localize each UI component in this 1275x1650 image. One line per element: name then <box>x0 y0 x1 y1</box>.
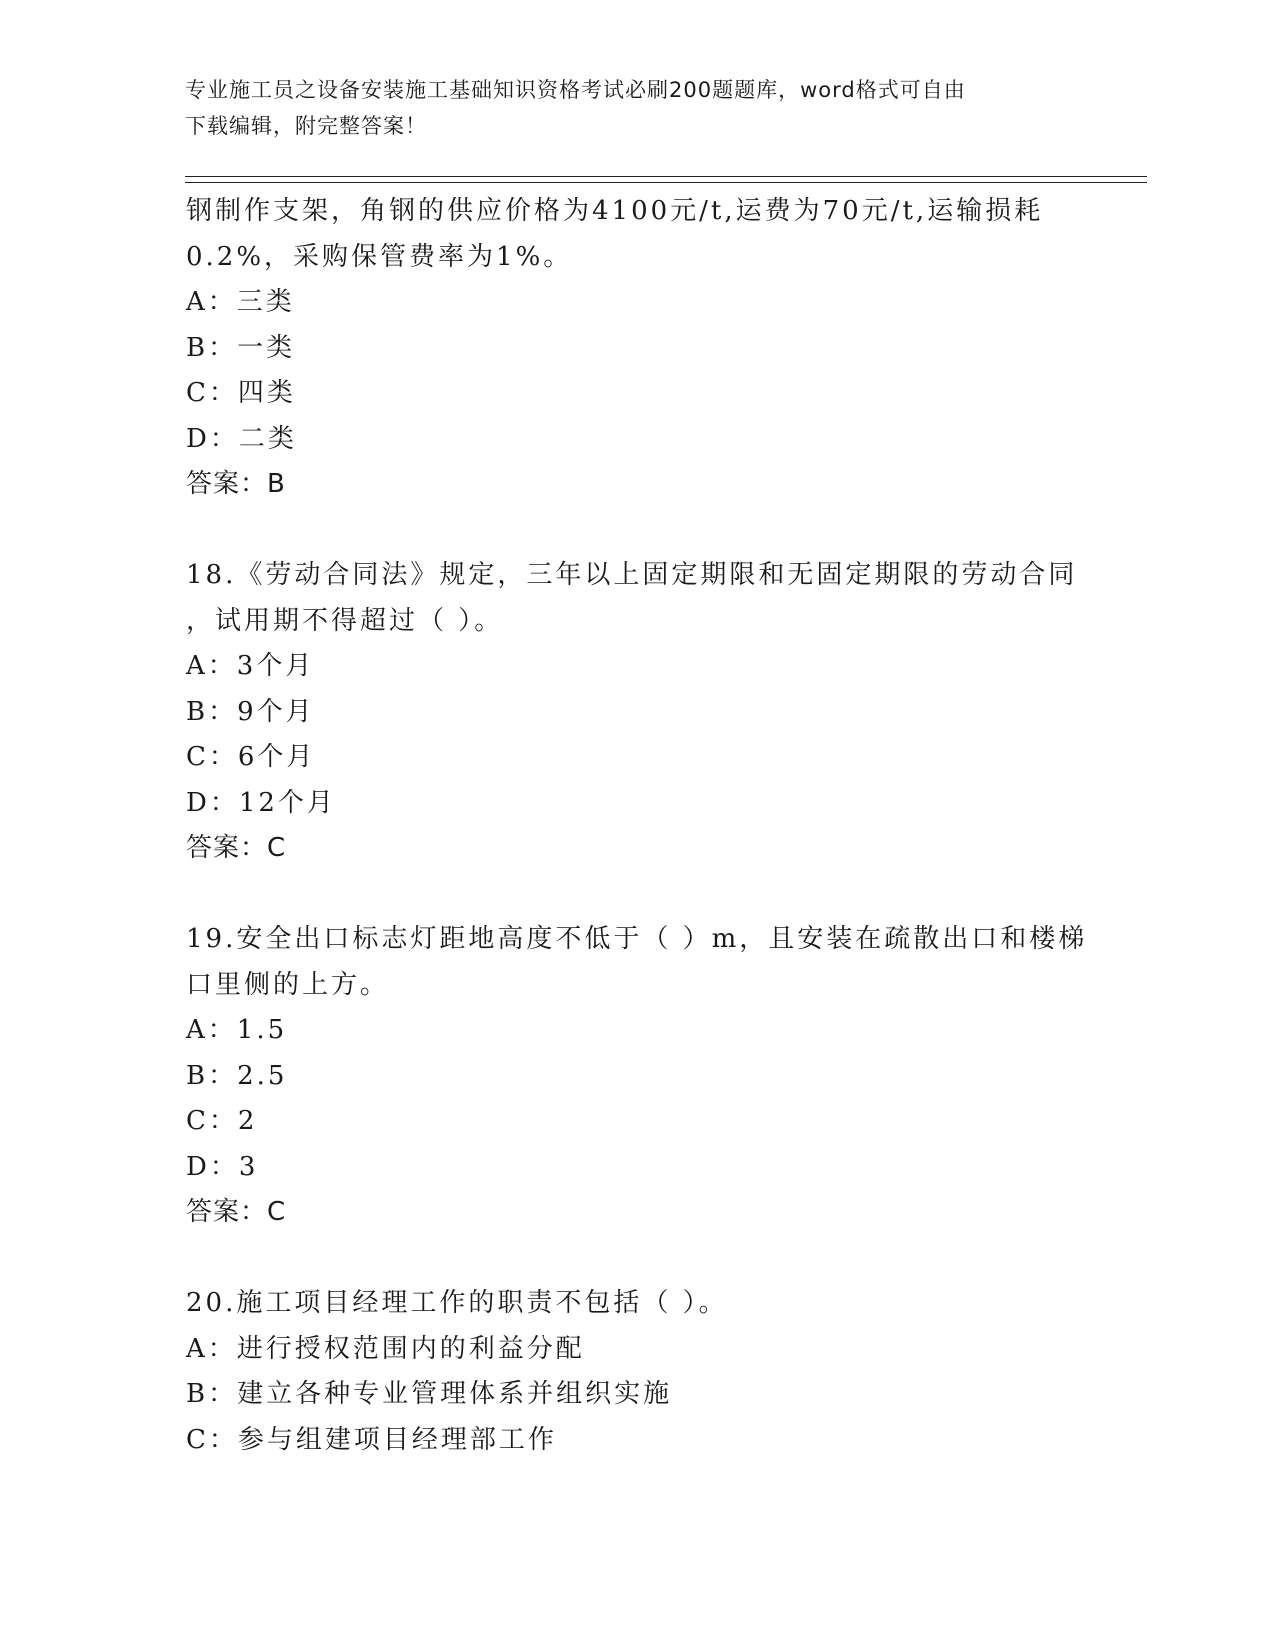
option-b: B：2.5 <box>186 1060 288 1091</box>
question-stem-line: 0.2%，采购保管费率为1%。 <box>186 241 573 272</box>
question-stem-line: 18.《劳动合同法》规定，三年以上固定期限和无固定期限的劳动合同 <box>186 560 1078 590</box>
answer: 答案：C <box>186 833 287 863</box>
option-b: B：9个月 <box>186 696 315 727</box>
option-c: C：2 <box>186 1106 258 1136</box>
spacer <box>186 508 1126 554</box>
option-c: C：参与组建项目经理部工作 <box>186 1424 557 1455</box>
option-b: B：建立各种专业管理体系并组织实施 <box>186 1379 673 1409</box>
option-a: A：3个月 <box>186 651 315 681</box>
option-b: B：一类 <box>186 332 296 363</box>
header-divider-top <box>185 176 1147 177</box>
question-stem-line: 19.安全出口标志灯距地高度不低于（ ）m，且安装在疏散出口和楼梯 <box>186 924 1088 954</box>
header-divider-bottom <box>185 182 1147 183</box>
option-c: C：6个月 <box>186 742 316 772</box>
question-18 <box>186 553 1126 872</box>
option-a: A：三类 <box>186 287 295 317</box>
question-content <box>186 189 1126 1463</box>
question-stem-line: 钢制作支架，角钢的供应价格为4100元/t,运费为70元/t,运输损耗 <box>186 196 1044 226</box>
header-line-1: 专业施工员之设备安装施工基础知识资格考试必刷200题题库，word格式可自由 <box>185 78 966 102</box>
option-d: D：12个月 <box>186 787 336 818</box>
header-line-2: 下载编辑，附完整答案！ <box>185 114 427 138</box>
option-a: A：进行授权范围内的利益分配 <box>186 1333 585 1364</box>
option-c: C：四类 <box>186 378 296 408</box>
option-d: D：二类 <box>186 423 297 454</box>
question-20 <box>186 1281 1126 1463</box>
question-stem-line: ，试用期不得超过（ ）。 <box>186 605 504 636</box>
answer: 答案：B <box>186 469 286 499</box>
spacer <box>186 872 1126 918</box>
question-stem-line: 口里侧的上方。 <box>186 969 390 1000</box>
answer: 答案：C <box>186 1197 287 1227</box>
spacer <box>186 1236 1126 1282</box>
option-d: D：3 <box>186 1151 259 1182</box>
question-17 <box>186 189 1126 508</box>
page-header <box>185 72 1065 144</box>
question-19 <box>186 917 1126 1236</box>
question-stem-line: 20.施工项目经理工作的职责不包括（ ）。 <box>186 1288 728 1318</box>
option-a: A：1.5 <box>186 1015 288 1045</box>
